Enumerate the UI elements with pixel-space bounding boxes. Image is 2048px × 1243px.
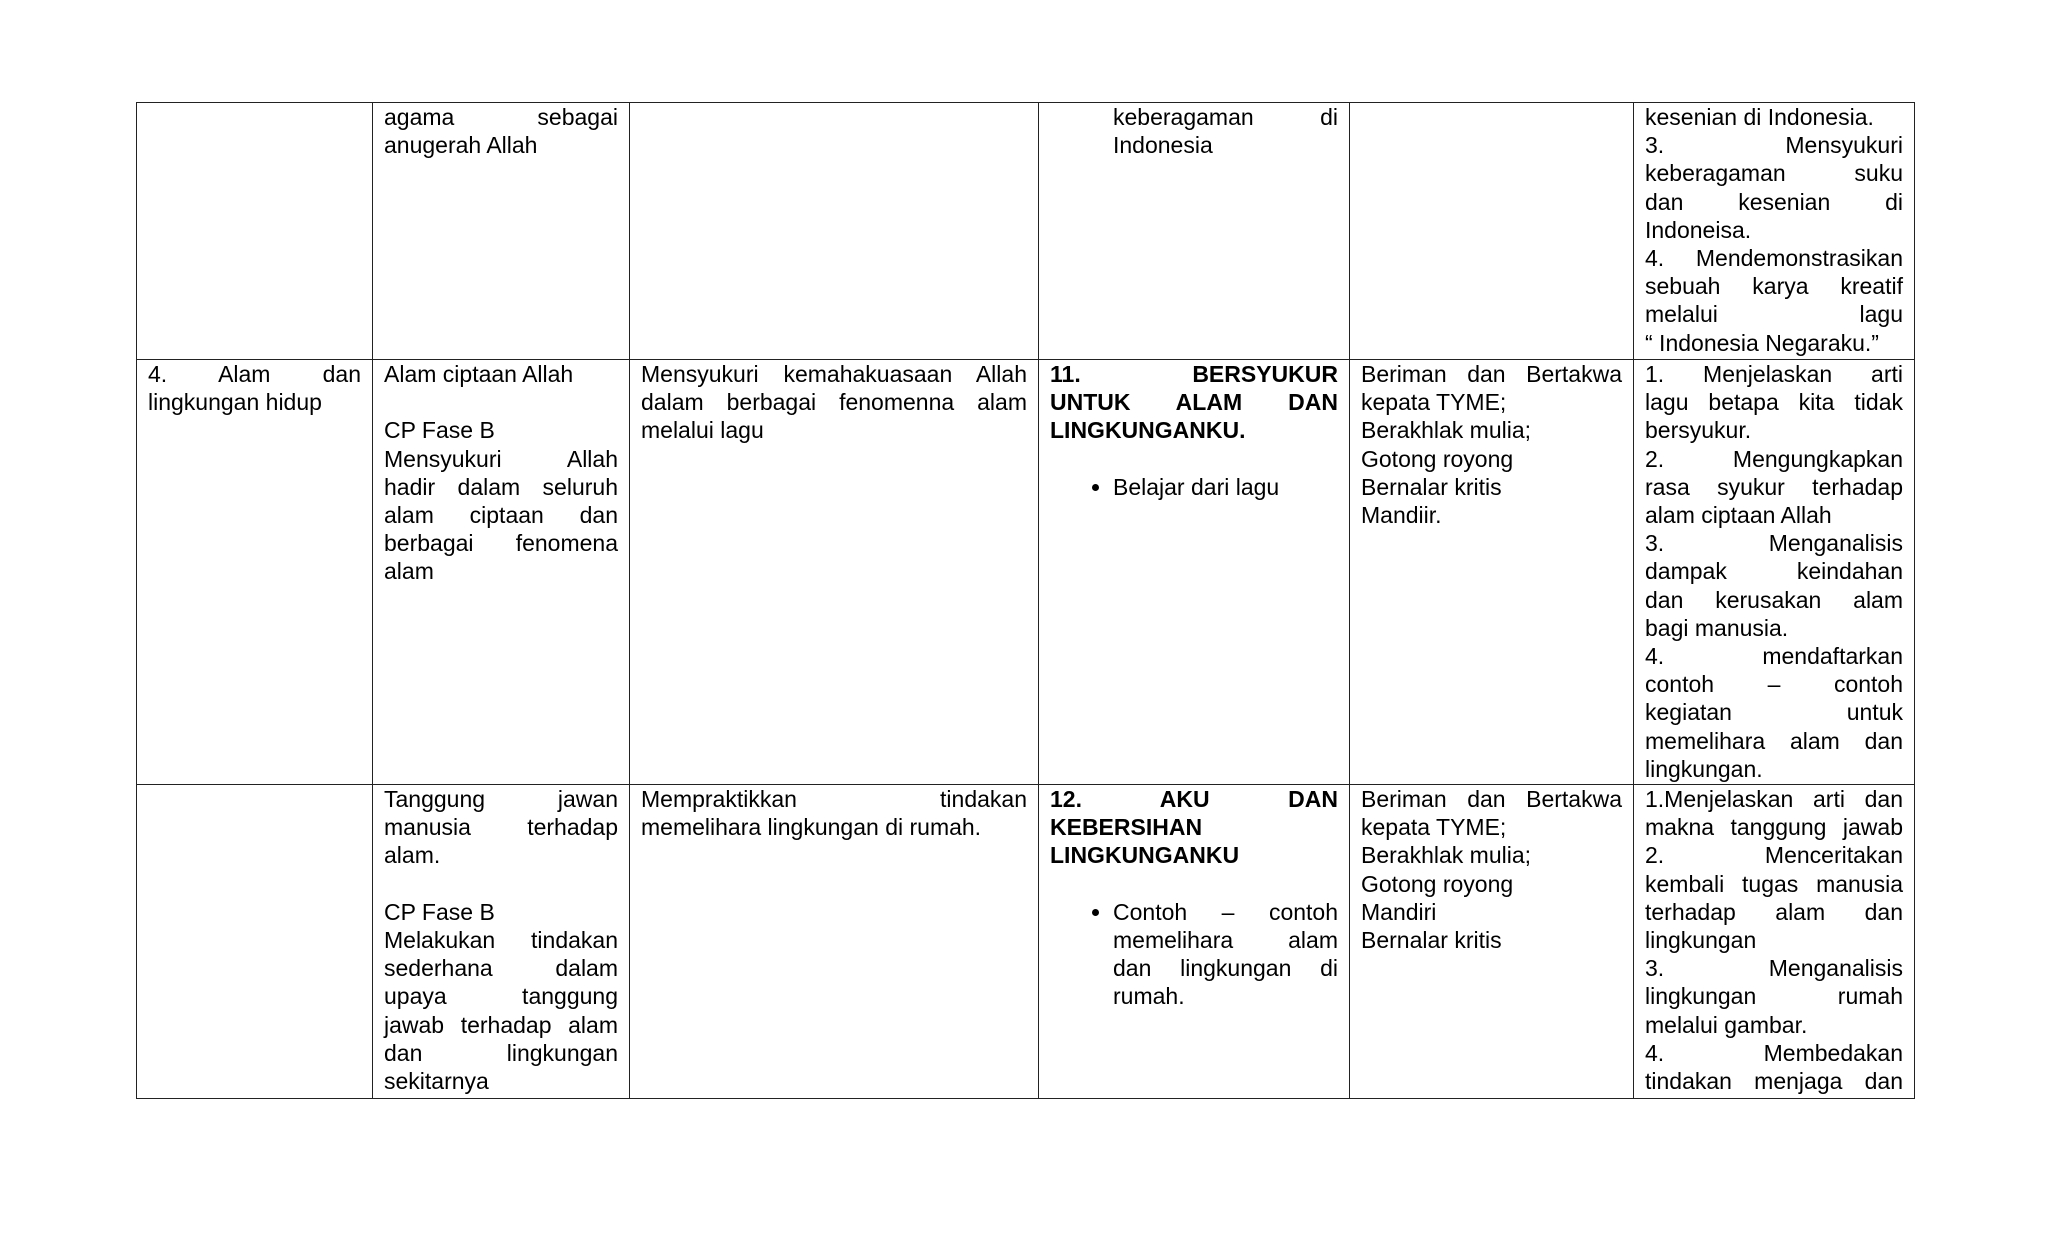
- text-line: kegiatan untuk: [1645, 699, 1903, 726]
- text-line: sekitarnya: [384, 1068, 489, 1095]
- text-line: kepata TYME;: [1361, 814, 1507, 841]
- text-line: dan lingkungan: [384, 1039, 618, 1066]
- text-line: lingkungan.: [1645, 755, 1763, 782]
- lesson-heading: LINGKUNGANKU: [1050, 842, 1240, 869]
- cell-material: [373, 360, 630, 785]
- text-line: dalam berbagai fenomenna alam: [641, 389, 1027, 416]
- text-line: melalui lagu: [641, 417, 764, 444]
- text-line: dampak keindahan: [1645, 558, 1903, 585]
- text-line: 3. Mensyukuri: [1645, 132, 1903, 159]
- text-line: manusia terhadap: [384, 814, 618, 841]
- cell-profile: [1350, 785, 1634, 1099]
- text-line: 3. Menganalisis: [1645, 530, 1903, 557]
- text-line: memelihara alam dan: [1645, 727, 1903, 754]
- cell-material: [373, 103, 630, 360]
- cell-lesson: [1039, 785, 1350, 1099]
- text-line: hadir dalam seluruh: [384, 473, 618, 500]
- text-line: 4. Mendemonstrasikan: [1645, 245, 1903, 272]
- text-line: rasa syukur terhadap: [1645, 473, 1903, 500]
- text-line: kembali tugas manusia: [1645, 870, 1903, 897]
- text-line: contoh – contoh: [1645, 671, 1903, 698]
- text-line: bersyukur.: [1645, 417, 1752, 444]
- text-line: alam: [384, 558, 434, 585]
- cell-indicators: [1634, 785, 1915, 1099]
- table-row: [137, 103, 1915, 360]
- text-line: Indoneisa.: [1645, 216, 1752, 243]
- cell-profile: [1350, 360, 1634, 785]
- bullet-item: • Belajar dari lagu: [1113, 473, 1338, 501]
- cell-profile: [1350, 103, 1634, 360]
- text-line: 4. Membedakan: [1645, 1039, 1903, 1066]
- lesson-bullets: [1050, 473, 1338, 501]
- text-line: upaya tanggung: [384, 983, 618, 1010]
- lesson-heading: 12. AKU DAN: [1050, 786, 1338, 812]
- cell-indicators: [1634, 103, 1915, 360]
- text-line: Melakukan tindakan: [384, 927, 618, 953]
- text-line: Beriman dan Bertakwa: [1361, 361, 1622, 387]
- lesson-heading: 11. BERSYUKUR: [1050, 361, 1338, 387]
- cell-indicators: [1634, 360, 1915, 785]
- lesson-heading: UNTUK ALAM DAN: [1050, 389, 1338, 416]
- text-line: alam ciptaan Allah: [1645, 502, 1832, 529]
- material-title: Alam ciptaan Allah: [384, 361, 574, 387]
- text-line: kepata TYME;: [1361, 389, 1507, 416]
- cell-lesson: [1039, 103, 1350, 360]
- text-line: 1.Menjelaskan arti dan: [1645, 786, 1903, 812]
- text-line: agama sebagai: [384, 104, 618, 130]
- text-line: dan kesenian di: [1645, 188, 1903, 215]
- text-line: anugerah Allah: [384, 132, 538, 159]
- text-line: Mensyukuri Allah: [384, 445, 618, 472]
- text-line: sebuah karya kreatif: [1645, 273, 1903, 300]
- text-line: sederhana dalam: [384, 955, 618, 982]
- cell-objective: [630, 103, 1039, 360]
- text-line: melalui lagu: [1645, 301, 1903, 328]
- cell-lesson: [1039, 360, 1350, 785]
- text-line: tindakan menjaga dan: [1645, 1068, 1903, 1095]
- text-line: Beriman dan Bertakwa: [1361, 786, 1622, 812]
- text-line: 4. Alam dan: [148, 361, 361, 387]
- text-line: berbagai fenomena: [384, 530, 618, 557]
- text-line: Gotong royong: [1361, 445, 1514, 472]
- text-line: keberagaman di: [1113, 104, 1338, 130]
- text-line: “ Indonesia Negaraku.”: [1645, 329, 1879, 356]
- text-line: Berakhlak mulia;: [1361, 842, 1532, 869]
- cell-topic: [137, 360, 373, 785]
- text-line: dan kerusakan alam: [1645, 586, 1903, 613]
- text-line: Mensyukuri kemahakuasaan Allah: [641, 361, 1027, 387]
- text-line: dan lingkungan di: [1113, 955, 1338, 982]
- text-line: kesenian di Indonesia.: [1645, 104, 1874, 130]
- text-line: Tanggung jawan: [384, 786, 618, 812]
- text-line: 2. Mengungkapkan: [1645, 445, 1903, 472]
- text-line: 2. Menceritakan: [1645, 842, 1903, 869]
- table-row: [137, 360, 1915, 785]
- text-line: Berakhlak mulia;: [1361, 417, 1532, 444]
- lesson-heading: KEBERSIHAN: [1050, 814, 1203, 841]
- text-line: 3. Menganalisis: [1645, 955, 1903, 982]
- text-line: Bernalar kritis: [1361, 927, 1502, 954]
- cp-label: CP Fase B: [384, 898, 495, 925]
- text-line: • Contoh – contoh: [1113, 898, 1338, 925]
- text-line: memelihara lingkungan di rumah.: [641, 814, 982, 841]
- curriculum-table: [136, 102, 1915, 1099]
- cell-objective: [630, 785, 1039, 1099]
- text-line: alam ciptaan dan: [384, 502, 618, 528]
- text-line: 4. mendaftarkan: [1645, 643, 1903, 670]
- text-line: memelihara alam: [1113, 926, 1338, 953]
- cp-label: CP Fase B: [384, 417, 495, 444]
- lesson-heading: LINGKUNGANKU.: [1050, 417, 1246, 444]
- text-line: Mandiri: [1361, 898, 1437, 925]
- cell-material: [373, 785, 630, 1099]
- text-line: Bernalar kritis: [1361, 473, 1502, 500]
- text-line: Gotong royong: [1361, 870, 1514, 897]
- text-line: alam.: [384, 842, 441, 869]
- text-line: Indonesia: [1113, 132, 1213, 159]
- text-line: Mempraktikkan tindakan: [641, 786, 1027, 812]
- text-line: terhadap alam dan: [1645, 898, 1903, 925]
- text-line: makna tanggung jawab: [1645, 814, 1903, 841]
- text-line: lingkungan hidup: [148, 389, 322, 416]
- cell-topic: [137, 103, 373, 360]
- text-line: jawab terhadap alam: [384, 1011, 618, 1038]
- text-line: Mandiir.: [1361, 502, 1442, 529]
- text-line: keberagaman suku: [1645, 160, 1903, 187]
- cell-objective: [630, 360, 1039, 785]
- text-line: rumah.: [1113, 983, 1185, 1010]
- text-line: lingkungan: [1645, 927, 1757, 954]
- text-line: bagi manusia.: [1645, 614, 1789, 641]
- text-line: 1. Menjelaskan arti: [1645, 361, 1903, 387]
- text-line: lingkungan rumah: [1645, 983, 1903, 1010]
- cell-topic: [137, 785, 373, 1099]
- text-line: lagu betapa kita tidak: [1645, 389, 1903, 416]
- bullet-item: [1113, 898, 1338, 1011]
- lesson-bullets: [1050, 898, 1338, 1011]
- table-row: [137, 785, 1915, 1099]
- text-line: melalui gambar.: [1645, 1011, 1808, 1038]
